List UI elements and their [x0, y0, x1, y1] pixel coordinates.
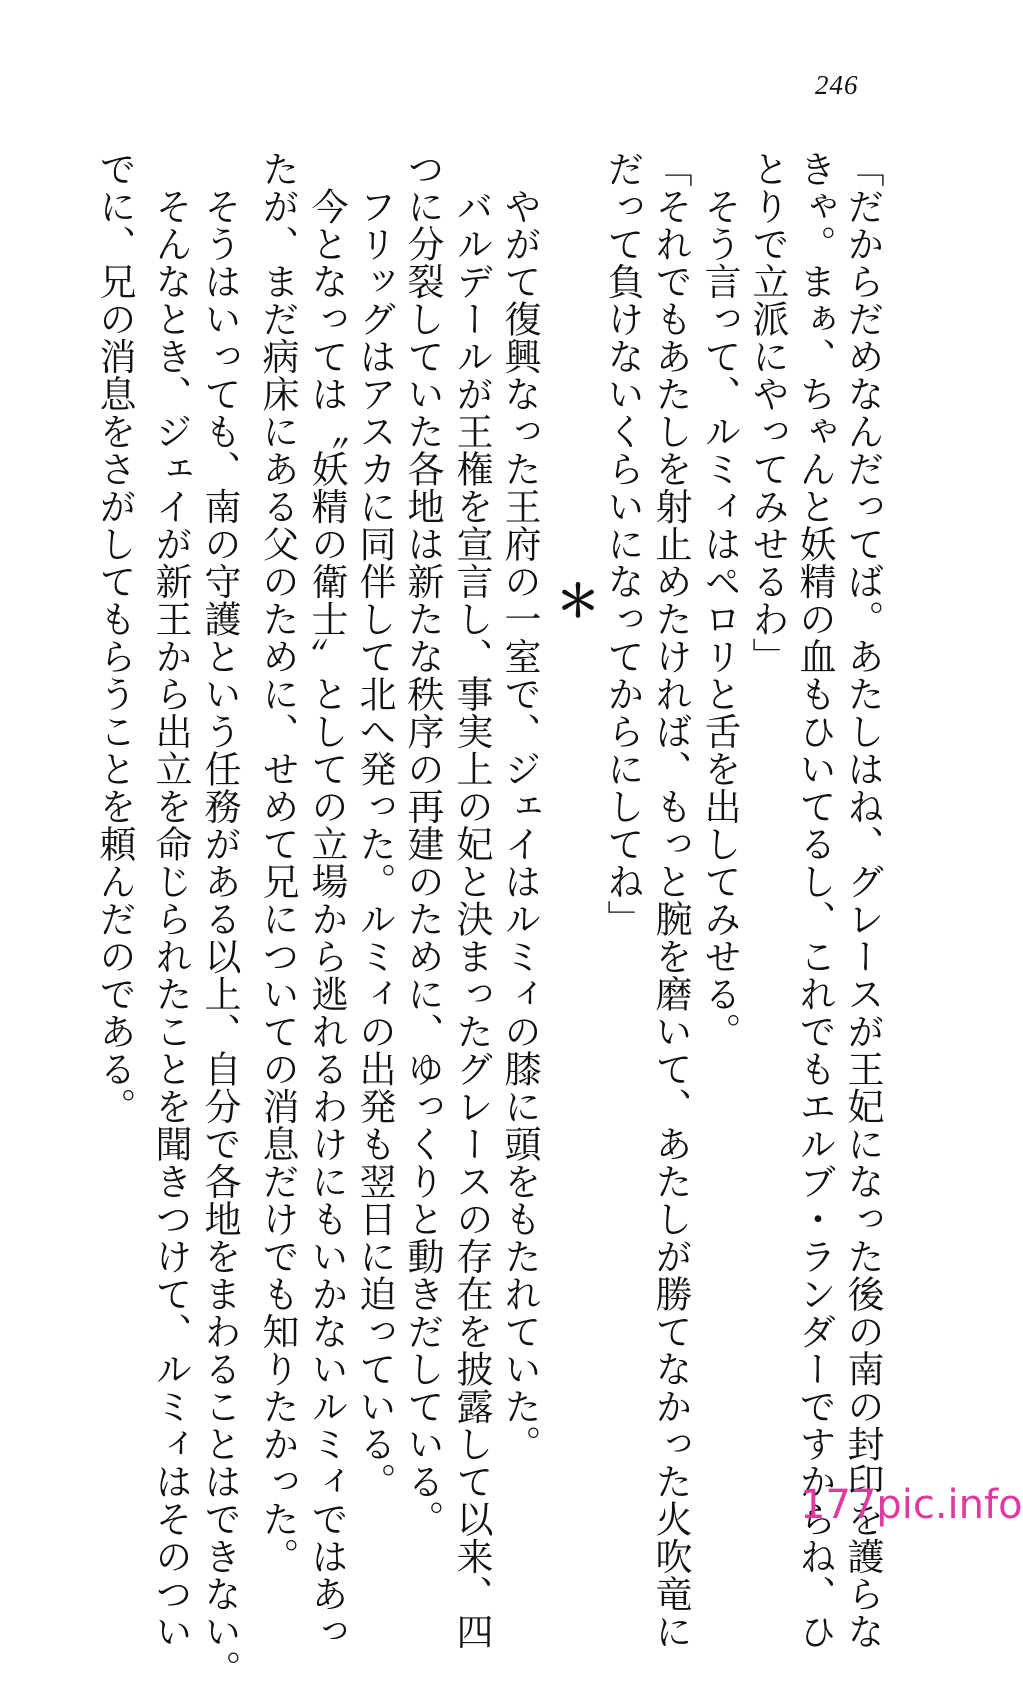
text-line: そうはいっても、南の守護という任務がある以上、自分で各地をまわることはできない。	[198, 150, 241, 1688]
text-line: でに、兄の消息をさがしてもらうことを頼んだのである。	[93, 150, 136, 1125]
text-line: だって負けないくらいになってからにしてね」	[601, 150, 644, 938]
watermark: 177pic.info	[800, 1482, 1023, 1528]
text-line: そんなとき、ジェイが新王から出立を命じられたことを聞きつけて、ルミィはそのつい	[149, 150, 192, 1650]
text-line: フリッグはアスカに同伴して北へ発った。ルミィの出発も翌日に迫っている。	[353, 150, 396, 1500]
text-line: 「それでもあたしを射止めたければ、もっと腕を磨いて、あたしが勝てなかった火吹竜に	[649, 150, 692, 1650]
text-line: そう言って、ルミィはペロリと舌を出してみせる。	[698, 150, 741, 1050]
text-line: とりで立派にやってみせるわ」	[746, 150, 789, 675]
text-line: バルデールが王権を宣言し、事実上の妃と決まったグレースの存在を披露して以来、四	[450, 150, 493, 1650]
text-line: 「だからだめなんだってば。あたしはね、グレースが王妃になった後の南の封印を護らな	[841, 150, 884, 1650]
text-line: きゃ。まぁ、ちゃんと妖精の血もひいてるし、これでもエルブ・ランダーですからね、ひ	[793, 150, 836, 1650]
text-line: やがて復興なった王府の一室で、ジェイはルミィの膝に頭をもたれていた。	[498, 150, 541, 1463]
text-line: 今となっては〝妖精の衛士〟としての立場から逃れるわけにもいかないルミィではあっ	[305, 150, 348, 1650]
text-line: たが、まだ病床にある父のために、せめて兄についての消息だけでも知りたかった。	[256, 150, 299, 1575]
page-number: 246	[815, 70, 859, 100]
text-line: つに分裂していた各地は新たな秩序の再建のために、ゆっくりと動きだしている。	[401, 150, 444, 1538]
section-separator: ＊	[556, 576, 600, 627]
